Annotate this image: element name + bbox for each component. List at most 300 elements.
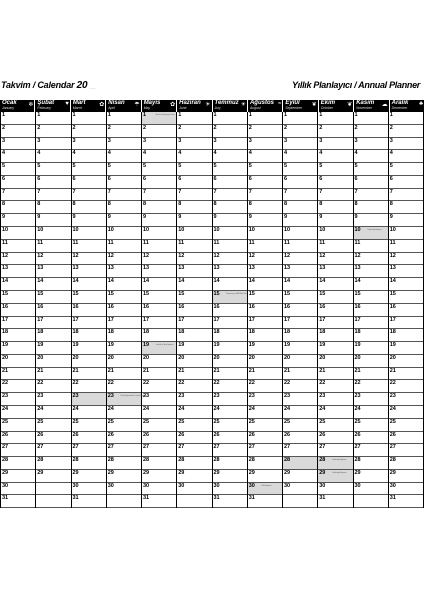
day-cell[interactable] xyxy=(36,432,70,445)
day-cell[interactable] xyxy=(107,125,141,138)
day-cell[interactable] xyxy=(318,406,352,419)
day-cell[interactable] xyxy=(72,393,106,406)
day-cell[interactable] xyxy=(318,444,352,457)
day-cell[interactable] xyxy=(177,150,211,163)
day-cell[interactable] xyxy=(177,214,211,227)
day-cell[interactable] xyxy=(213,444,247,457)
day-cell[interactable] xyxy=(177,419,211,432)
day-cell[interactable] xyxy=(389,393,423,406)
day-cell[interactable] xyxy=(389,189,423,202)
day-cell[interactable] xyxy=(72,317,106,330)
day-cell[interactable] xyxy=(177,163,211,176)
day-cell[interactable] xyxy=(248,278,282,291)
day-cell[interactable] xyxy=(213,112,247,125)
day-cell[interactable] xyxy=(318,253,352,266)
day-cell[interactable] xyxy=(72,291,106,304)
day-cell[interactable] xyxy=(1,470,35,483)
day-cell[interactable] xyxy=(354,380,388,393)
day-cell[interactable] xyxy=(283,163,317,176)
day-cell[interactable] xyxy=(213,368,247,381)
day-cell[interactable] xyxy=(142,419,176,432)
day-cell[interactable] xyxy=(72,304,106,317)
day-cell[interactable] xyxy=(213,214,247,227)
day-cell[interactable] xyxy=(213,470,247,483)
day-cell[interactable] xyxy=(36,240,70,253)
day-cell[interactable] xyxy=(142,342,176,355)
day-cell[interactable] xyxy=(36,393,70,406)
day-cell[interactable] xyxy=(142,265,176,278)
day-cell[interactable] xyxy=(389,406,423,419)
day-cell[interactable] xyxy=(354,201,388,214)
day-cell[interactable] xyxy=(354,329,388,342)
day-cell[interactable] xyxy=(389,495,423,508)
day-cell[interactable] xyxy=(1,189,35,202)
day-cell[interactable] xyxy=(213,138,247,151)
day-cell[interactable] xyxy=(72,457,106,470)
day-cell[interactable] xyxy=(248,483,282,496)
day-cell[interactable] xyxy=(142,495,176,508)
day-cell[interactable] xyxy=(389,444,423,457)
day-cell[interactable] xyxy=(318,227,352,240)
day-cell[interactable] xyxy=(36,329,70,342)
day-cell[interactable] xyxy=(389,265,423,278)
day-cell[interactable] xyxy=(142,201,176,214)
day-cell[interactable] xyxy=(213,201,247,214)
day-cell[interactable] xyxy=(36,253,70,266)
day-cell[interactable] xyxy=(354,189,388,202)
day-cell[interactable] xyxy=(36,406,70,419)
day-cell[interactable] xyxy=(177,189,211,202)
day-cell[interactable] xyxy=(213,457,247,470)
day-cell[interactable] xyxy=(142,457,176,470)
day-cell[interactable] xyxy=(36,163,70,176)
day-cell[interactable] xyxy=(1,278,35,291)
day-cell[interactable] xyxy=(142,304,176,317)
day-cell[interactable] xyxy=(318,317,352,330)
day-cell[interactable] xyxy=(389,214,423,227)
day-cell[interactable] xyxy=(107,380,141,393)
day-cell[interactable] xyxy=(354,483,388,496)
day-cell[interactable] xyxy=(177,444,211,457)
day-cell[interactable] xyxy=(283,317,317,330)
day-cell[interactable] xyxy=(213,329,247,342)
day-cell[interactable] xyxy=(248,380,282,393)
day-cell[interactable] xyxy=(177,253,211,266)
day-cell[interactable] xyxy=(142,329,176,342)
day-cell[interactable] xyxy=(1,317,35,330)
day-cell[interactable] xyxy=(1,163,35,176)
day-cell[interactable] xyxy=(142,125,176,138)
day-cell[interactable] xyxy=(72,214,106,227)
day-cell[interactable] xyxy=(248,444,282,457)
day-cell[interactable] xyxy=(389,125,423,138)
day-cell[interactable] xyxy=(248,163,282,176)
day-cell[interactable] xyxy=(283,444,317,457)
day-cell[interactable] xyxy=(177,201,211,214)
day-cell[interactable] xyxy=(72,470,106,483)
day-cell[interactable] xyxy=(107,406,141,419)
day-cell[interactable] xyxy=(248,495,282,508)
day-cell[interactable] xyxy=(72,342,106,355)
day-cell[interactable] xyxy=(248,457,282,470)
day-cell[interactable] xyxy=(248,470,282,483)
day-cell[interactable] xyxy=(36,201,70,214)
day-cell[interactable] xyxy=(142,163,176,176)
day-cell[interactable] xyxy=(107,342,141,355)
day-cell[interactable] xyxy=(107,368,141,381)
day-cell[interactable] xyxy=(1,125,35,138)
day-cell[interactable] xyxy=(1,342,35,355)
day-cell[interactable] xyxy=(107,201,141,214)
day-cell[interactable] xyxy=(36,112,70,125)
day-cell[interactable] xyxy=(72,329,106,342)
day-cell[interactable] xyxy=(36,265,70,278)
day-cell[interactable] xyxy=(318,432,352,445)
day-cell[interactable] xyxy=(283,406,317,419)
day-cell[interactable] xyxy=(318,278,352,291)
day-cell[interactable] xyxy=(283,125,317,138)
day-cell[interactable] xyxy=(318,163,352,176)
day-cell[interactable] xyxy=(1,176,35,189)
day-cell[interactable] xyxy=(318,150,352,163)
day-cell[interactable] xyxy=(354,278,388,291)
day-cell[interactable] xyxy=(107,112,141,125)
day-cell[interactable] xyxy=(107,189,141,202)
day-cell[interactable] xyxy=(354,265,388,278)
day-cell[interactable] xyxy=(318,176,352,189)
day-cell[interactable] xyxy=(213,278,247,291)
day-cell[interactable] xyxy=(142,380,176,393)
day-cell[interactable] xyxy=(354,112,388,125)
day-cell[interactable] xyxy=(389,304,423,317)
day-cell[interactable] xyxy=(177,406,211,419)
day-cell[interactable] xyxy=(248,406,282,419)
day-cell[interactable] xyxy=(213,406,247,419)
day-cell[interactable] xyxy=(1,253,35,266)
day-cell[interactable] xyxy=(283,176,317,189)
day-cell[interactable] xyxy=(1,240,35,253)
day-cell[interactable] xyxy=(389,112,423,125)
day-cell[interactable] xyxy=(36,227,70,240)
day-cell[interactable] xyxy=(213,189,247,202)
day-cell[interactable] xyxy=(36,304,70,317)
day-cell[interactable] xyxy=(72,380,106,393)
day-cell[interactable] xyxy=(107,240,141,253)
day-cell[interactable] xyxy=(318,304,352,317)
day-cell[interactable] xyxy=(1,368,35,381)
day-cell[interactable] xyxy=(72,150,106,163)
day-cell[interactable] xyxy=(318,495,352,508)
day-cell[interactable] xyxy=(177,291,211,304)
day-cell[interactable] xyxy=(248,393,282,406)
day-cell[interactable] xyxy=(36,342,70,355)
day-cell[interactable] xyxy=(177,317,211,330)
day-cell[interactable] xyxy=(36,150,70,163)
day-cell[interactable] xyxy=(72,112,106,125)
day-cell[interactable] xyxy=(107,265,141,278)
day-cell[interactable] xyxy=(389,291,423,304)
day-cell[interactable] xyxy=(142,189,176,202)
day-cell[interactable] xyxy=(389,483,423,496)
day-cell[interactable] xyxy=(354,291,388,304)
day-cell[interactable] xyxy=(318,265,352,278)
day-cell[interactable] xyxy=(142,112,176,125)
day-cell[interactable] xyxy=(213,419,247,432)
day-cell[interactable] xyxy=(283,227,317,240)
day-cell[interactable] xyxy=(318,368,352,381)
day-cell[interactable] xyxy=(36,368,70,381)
day-cell[interactable] xyxy=(389,227,423,240)
day-cell[interactable] xyxy=(389,201,423,214)
day-cell[interactable] xyxy=(283,189,317,202)
day-cell[interactable] xyxy=(142,227,176,240)
day-cell[interactable] xyxy=(142,406,176,419)
day-cell[interactable] xyxy=(283,470,317,483)
day-cell[interactable] xyxy=(107,176,141,189)
day-cell[interactable] xyxy=(142,444,176,457)
day-cell[interactable] xyxy=(177,470,211,483)
day-cell[interactable] xyxy=(1,304,35,317)
day-cell[interactable] xyxy=(36,419,70,432)
day-cell[interactable] xyxy=(72,368,106,381)
day-cell[interactable] xyxy=(1,432,35,445)
day-cell[interactable] xyxy=(389,380,423,393)
day-cell[interactable] xyxy=(283,201,317,214)
day-cell[interactable] xyxy=(107,444,141,457)
day-cell[interactable] xyxy=(248,240,282,253)
day-cell[interactable] xyxy=(177,355,211,368)
day-cell[interactable] xyxy=(142,432,176,445)
day-cell[interactable] xyxy=(177,432,211,445)
day-cell[interactable] xyxy=(72,240,106,253)
day-cell[interactable] xyxy=(1,355,35,368)
day-cell[interactable] xyxy=(248,342,282,355)
day-cell[interactable] xyxy=(107,432,141,445)
day-cell[interactable] xyxy=(389,470,423,483)
day-cell[interactable] xyxy=(248,214,282,227)
day-cell[interactable] xyxy=(354,432,388,445)
day-cell[interactable] xyxy=(318,419,352,432)
day-cell[interactable] xyxy=(354,444,388,457)
day-cell[interactable] xyxy=(213,150,247,163)
day-cell[interactable] xyxy=(177,393,211,406)
day-cell[interactable] xyxy=(1,201,35,214)
day-cell[interactable] xyxy=(248,291,282,304)
day-cell[interactable] xyxy=(389,240,423,253)
day-cell[interactable] xyxy=(36,214,70,227)
day-cell[interactable] xyxy=(1,138,35,151)
day-cell[interactable] xyxy=(177,176,211,189)
day-cell[interactable] xyxy=(318,457,352,470)
day-cell[interactable] xyxy=(354,304,388,317)
day-cell[interactable] xyxy=(72,176,106,189)
day-cell[interactable] xyxy=(107,291,141,304)
day-cell[interactable] xyxy=(248,419,282,432)
day-cell[interactable] xyxy=(107,253,141,266)
day-cell[interactable] xyxy=(248,304,282,317)
day-cell[interactable] xyxy=(1,483,35,496)
day-cell[interactable] xyxy=(142,368,176,381)
day-cell[interactable] xyxy=(283,278,317,291)
day-cell[interactable] xyxy=(36,291,70,304)
day-cell[interactable] xyxy=(142,483,176,496)
day-cell[interactable] xyxy=(107,329,141,342)
day-cell[interactable] xyxy=(318,291,352,304)
day-cell[interactable] xyxy=(354,406,388,419)
day-cell[interactable] xyxy=(283,457,317,470)
day-cell[interactable] xyxy=(248,329,282,342)
day-cell[interactable] xyxy=(389,457,423,470)
day-cell[interactable] xyxy=(354,227,388,240)
day-cell[interactable] xyxy=(318,214,352,227)
day-cell[interactable] xyxy=(72,125,106,138)
day-cell[interactable] xyxy=(389,432,423,445)
day-cell[interactable] xyxy=(213,240,247,253)
day-cell[interactable] xyxy=(283,393,317,406)
day-cell[interactable] xyxy=(213,163,247,176)
day-cell[interactable] xyxy=(248,265,282,278)
day-cell[interactable] xyxy=(72,406,106,419)
day-cell[interactable] xyxy=(283,304,317,317)
day-cell[interactable] xyxy=(318,470,352,483)
day-cell[interactable] xyxy=(354,240,388,253)
day-cell[interactable] xyxy=(177,240,211,253)
day-cell[interactable] xyxy=(107,163,141,176)
day-cell[interactable] xyxy=(1,265,35,278)
day-cell[interactable] xyxy=(36,380,70,393)
day-cell[interactable] xyxy=(213,304,247,317)
day-cell[interactable] xyxy=(318,355,352,368)
day-cell[interactable] xyxy=(354,253,388,266)
day-cell[interactable] xyxy=(318,138,352,151)
day-cell[interactable] xyxy=(318,201,352,214)
day-cell[interactable] xyxy=(248,432,282,445)
day-cell[interactable] xyxy=(72,278,106,291)
day-cell[interactable] xyxy=(389,342,423,355)
day-cell[interactable] xyxy=(142,214,176,227)
day-cell[interactable] xyxy=(283,214,317,227)
day-cell[interactable] xyxy=(354,342,388,355)
day-cell[interactable] xyxy=(177,457,211,470)
day-cell[interactable] xyxy=(1,393,35,406)
day-cell[interactable] xyxy=(389,317,423,330)
day-cell[interactable] xyxy=(1,457,35,470)
day-cell[interactable] xyxy=(389,163,423,176)
day-cell[interactable] xyxy=(142,470,176,483)
day-cell[interactable] xyxy=(283,483,317,496)
day-cell[interactable] xyxy=(354,138,388,151)
day-cell[interactable] xyxy=(1,150,35,163)
day-cell[interactable] xyxy=(142,138,176,151)
day-cell[interactable] xyxy=(107,317,141,330)
day-cell[interactable] xyxy=(389,278,423,291)
day-cell[interactable] xyxy=(248,125,282,138)
day-cell[interactable] xyxy=(283,380,317,393)
day-cell[interactable] xyxy=(318,112,352,125)
day-cell[interactable] xyxy=(389,419,423,432)
day-cell[interactable] xyxy=(283,368,317,381)
day-cell[interactable] xyxy=(248,368,282,381)
day-cell[interactable] xyxy=(36,138,70,151)
day-cell[interactable] xyxy=(72,227,106,240)
day-cell[interactable] xyxy=(142,291,176,304)
day-cell[interactable] xyxy=(177,483,211,496)
day-cell[interactable] xyxy=(389,176,423,189)
day-cell[interactable] xyxy=(248,317,282,330)
day-cell[interactable] xyxy=(389,368,423,381)
day-cell[interactable] xyxy=(354,470,388,483)
day-cell[interactable] xyxy=(354,393,388,406)
day-cell[interactable] xyxy=(213,483,247,496)
day-cell[interactable] xyxy=(177,329,211,342)
day-cell[interactable] xyxy=(177,265,211,278)
day-cell[interactable] xyxy=(213,253,247,266)
day-cell[interactable] xyxy=(72,355,106,368)
day-cell[interactable] xyxy=(213,227,247,240)
day-cell[interactable] xyxy=(36,278,70,291)
day-cell[interactable] xyxy=(248,201,282,214)
day-cell[interactable] xyxy=(72,444,106,457)
day-cell[interactable] xyxy=(107,138,141,151)
day-cell[interactable] xyxy=(213,125,247,138)
day-cell[interactable] xyxy=(354,163,388,176)
day-cell[interactable] xyxy=(354,125,388,138)
day-cell[interactable] xyxy=(142,355,176,368)
day-cell[interactable] xyxy=(248,253,282,266)
day-cell[interactable] xyxy=(36,317,70,330)
day-cell[interactable] xyxy=(107,227,141,240)
day-cell[interactable] xyxy=(107,214,141,227)
day-cell[interactable] xyxy=(72,138,106,151)
day-cell[interactable] xyxy=(36,355,70,368)
day-cell[interactable] xyxy=(318,189,352,202)
day-cell[interactable] xyxy=(72,265,106,278)
day-cell[interactable] xyxy=(283,329,317,342)
day-cell[interactable] xyxy=(389,355,423,368)
day-cell[interactable] xyxy=(142,150,176,163)
day-cell[interactable] xyxy=(389,253,423,266)
day-cell[interactable] xyxy=(1,291,35,304)
day-cell[interactable] xyxy=(354,176,388,189)
day-cell[interactable] xyxy=(318,483,352,496)
day-cell[interactable] xyxy=(36,457,70,470)
day-cell[interactable] xyxy=(213,265,247,278)
day-cell[interactable] xyxy=(142,253,176,266)
day-cell[interactable] xyxy=(1,329,35,342)
day-cell[interactable] xyxy=(354,317,388,330)
day-cell[interactable] xyxy=(354,214,388,227)
day-cell[interactable] xyxy=(1,112,35,125)
day-cell[interactable] xyxy=(354,457,388,470)
day-cell[interactable] xyxy=(213,317,247,330)
day-cell[interactable] xyxy=(318,342,352,355)
day-cell[interactable] xyxy=(72,483,106,496)
day-cell[interactable] xyxy=(107,355,141,368)
day-cell[interactable] xyxy=(107,457,141,470)
day-cell[interactable] xyxy=(177,227,211,240)
day-cell[interactable] xyxy=(318,380,352,393)
day-cell[interactable] xyxy=(248,138,282,151)
day-cell[interactable] xyxy=(142,240,176,253)
day-cell[interactable] xyxy=(177,125,211,138)
day-cell[interactable] xyxy=(177,380,211,393)
day-cell[interactable] xyxy=(177,304,211,317)
day-cell[interactable] xyxy=(36,125,70,138)
day-cell[interactable] xyxy=(283,240,317,253)
day-cell[interactable] xyxy=(213,342,247,355)
day-cell[interactable] xyxy=(389,329,423,342)
day-cell[interactable] xyxy=(72,201,106,214)
